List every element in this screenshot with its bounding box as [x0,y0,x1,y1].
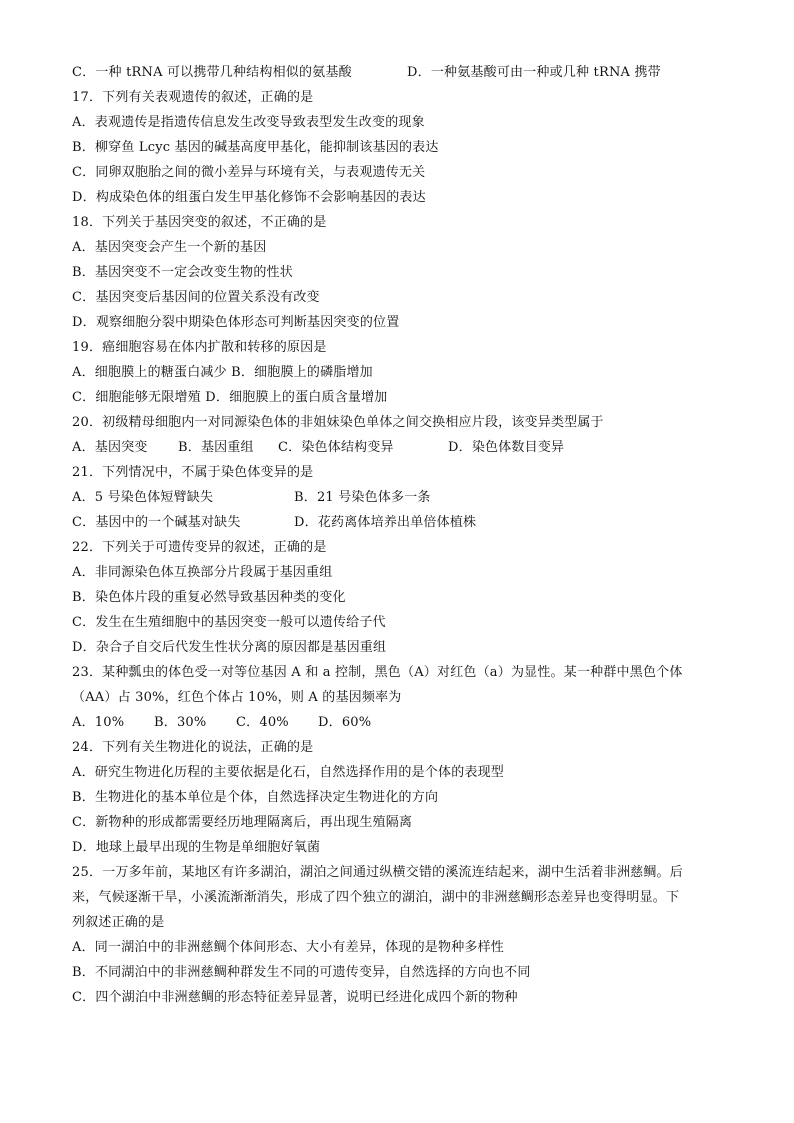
q24-option-c: C．新物种的形成都需要经历地理隔离后，再出现生殖隔离 [72,815,413,830]
q25-option-a: A．同一湖泊中的非洲慈鲷个体间形态、大小有差异，体现的是物种多样性 [72,940,504,955]
q22-option-a: A．非同源染色体互换部分片段属于基因重组 [72,565,333,580]
q23-stem-line1: 23．某种瓢虫的体色受一对等位基因 A 和 a 控制，黑色（A）对红色（a）为显性。某一种群中黑色个体 [72,665,683,680]
q22-stem: 22．下列关于可遗传变异的叙述，正确的是 [72,540,327,555]
q22-option-d: D．杂合子自交后代发生性状分离的原因都是基因重组 [72,640,387,655]
q24-stem: 24．下列有关生物进化的说法，正确的是 [72,740,314,755]
q23-option-a: A．10% [72,715,125,730]
q19-options-cd: C．细胞能够无限增殖 D．细胞膜上的蛋白质含量增加 [72,390,388,405]
q17-stem: 17．下列有关表观遗传的叙述，正确的是 [72,90,314,105]
q18-stem: 18．下列关于基因突变的叙述，不正确的是 [72,215,327,230]
q20-option-d: D．染色体数目变异 [448,440,565,455]
q20-option-c: C．染色体结构变异 [278,440,394,455]
q21-stem: 21．下列情况中，不属于染色体变异的是 [72,465,314,480]
q23-option-b: B．30% [154,715,207,730]
q20-option-a: A．基因突变 [72,440,148,455]
q18-option-a: A．基因突变会产生一个新的基因 [72,240,267,255]
exam-page [72,60,732,1010]
q16-options-cd [72,60,732,85]
q18-option-d: D．观察细胞分裂中期染色体形态可判断基因突变的位置 [72,315,400,330]
q25-option-c: C．四个湖泊中非洲慈鲷的形态特征差异显著，说明已经进化成四个新的物种 [72,990,518,1005]
q23-options [72,710,732,735]
q17-option-c: C．同卵双胞胎之间的微小差异与环境有关，与表观遗传无关 [72,165,426,180]
q16-option-d: D．一种氨基酸可由一种或几种 tRNA 携带 [407,65,661,80]
q18-option-c: C．基因突变后基因间的位置关系没有改变 [72,290,320,305]
q21-options-ab [72,485,732,510]
q25-stem-line1: 25．一万多年前，某地区有许多湖泊，湖泊之间通过纵横交错的溪流连结起来，湖中生活着非洲慈鲷。后 [72,865,683,880]
q21-option-d: D．花药离体培养出单倍体植株 [294,515,477,530]
q24-option-d: D．地球上最早出现的生物是单细胞好氧菌 [72,840,321,855]
q25-option-b: B．不同湖泊中的非洲慈鲷种群发生不同的可遗传变异，自然选择的方向也不同 [72,965,531,980]
q21-option-b: B．21 号染色体多一条 [294,490,431,505]
q17-option-b: B．柳穿鱼 Lcyc 基因的碱基高度甲基化，能抑制该基因的表达 [72,140,439,155]
q19-options-ab: A．细胞膜上的糖蛋白减少 B．细胞膜上的磷脂增加 [72,365,373,380]
q24-option-a: A．研究生物进化历程的主要依据是化石，自然选择作用的是个体的表现型 [72,765,504,780]
q22-option-b: B．染色体片段的重复必然导致基因种类的变化 [72,590,346,605]
q20-options [72,435,732,460]
q21-option-a: A．5 号染色体短臂缺失 [72,490,214,505]
q20-stem: 20．初级精母细胞内一对同源染色体的非姐妹染色单体之间交换相应片段，该变异类型属于 [72,415,604,430]
q20-option-b: B．基因重组 [178,440,254,455]
q23-option-c: C．40% [236,715,289,730]
q17-option-a: A．表观遗传是指遗传信息发生改变导致表型发生改变的现象 [72,115,425,130]
q24-option-b: B．生物进化的基本单位是个体，自然选择决定生物进化的方向 [72,790,439,805]
q18-option-b: B．基因突变不一定会改变生物的性状 [72,265,293,280]
q16-option-c: C．一种 tRNA 可以携带几种结构相似的氨基酸 [72,65,352,80]
q19-stem: 19．癌细胞容易在体内扩散和转移的原因是 [72,340,327,355]
q17-option-d: D．构成染色体的组蛋白发生甲基化修饰不会影响基因的表达 [72,190,426,205]
q25-stem-line3: 列叙述正确的是 [72,915,165,930]
q23-option-d: D．60% [318,715,372,730]
q21-options-cd [72,510,732,535]
q22-option-c: C．发生在生殖细胞中的基因突变一般可以遗传给子代 [72,615,386,630]
q25-stem-line2: 来，气候逐渐干旱，小溪流渐渐消失，形成了四个独立的湖泊，湖中的非洲慈鲷形态差异也变得明显。下 [72,890,680,905]
q23-stem-line2: （AA）占 30%，红色个体占 10%，则 A 的基因频率为 [72,690,402,705]
q21-option-c: C．基因中的一个碱基对缺失 [72,515,241,530]
